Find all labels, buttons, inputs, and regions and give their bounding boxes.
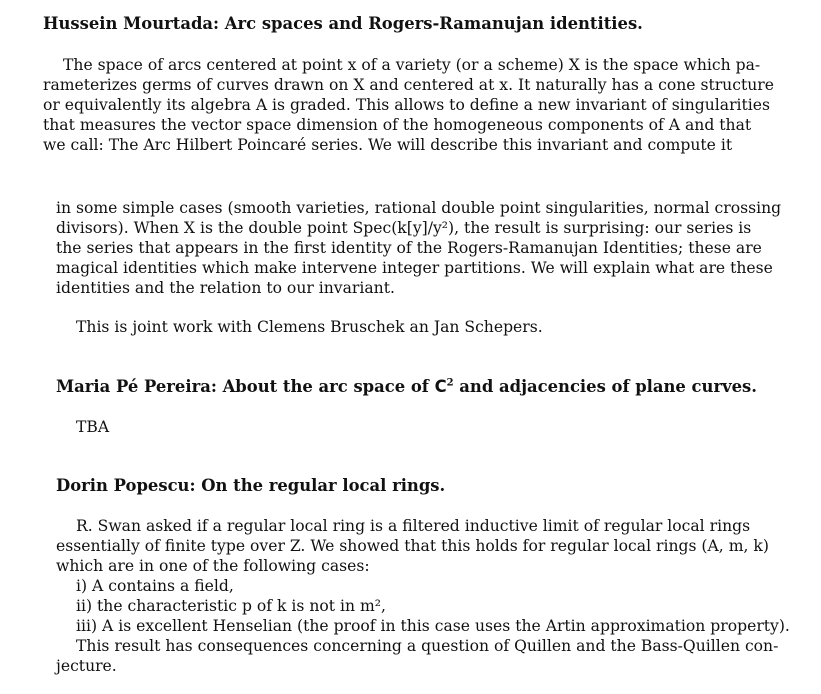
list-item: iii) A is excellent Henselian (the proof in this case uses the Artin approximation property). xyxy=(76,617,790,635)
abstract-line: jecture. xyxy=(56,657,117,675)
abstract-line: that measures the vector space dimension of the homogeneous components of A and that xyxy=(43,116,752,134)
title-text: Maria Pé Pereira: About the arc space of xyxy=(56,377,435,396)
joint-work-note: This is joint work with Clemens Bruschek an Jan Schepers. xyxy=(76,318,543,336)
abstract-line: the series that appears in the first identity of the Rogers-Ramanujan Identities; these are xyxy=(56,239,762,257)
list-item: ii) the characteristic p of k is not in m², xyxy=(76,597,386,615)
abstract-line: magical identities which make intervene integer partitions. We will explain what are these xyxy=(56,259,773,277)
abstract-line: The space of arcs centered at point x of a variety (or a scheme) X is the space which pa- xyxy=(63,56,761,74)
talk-title-popescu: Dorin Popescu: On the regular local rings. xyxy=(56,476,446,495)
abstract-line: in some simple cases (smooth varieties, rational double point singularities, normal crossing xyxy=(56,199,782,217)
abstract-line: This result has consequences concerning a question of Quillen and the Bass-Quillen con- xyxy=(76,637,779,655)
abstract-line: divisors). When X is the double point Spec(k[y]/y²), the result is surprising: our series is xyxy=(56,219,752,237)
abstract-line: rameterizes germs of curves drawn on X and centered at x. It naturally has a cone structure xyxy=(43,76,774,94)
abstract-line: which are in one of the following cases: xyxy=(56,557,370,575)
superscript: 2 xyxy=(446,377,454,389)
abstract-line: or equivalently its algebra A is graded. This allows to define a new invariant of singularities xyxy=(43,96,770,114)
talk-title-pe-pereira xyxy=(56,377,757,397)
title-text: and adjacencies of plane curves. xyxy=(453,377,757,396)
abstract-line: identities and the relation to our invariant. xyxy=(56,279,395,297)
talk-title-mourtada: Hussein Mourtada: Arc spaces and Rogers-Ramanujan identities. xyxy=(43,14,643,33)
abstract-line: essentially of finite type over Z. We showed that this holds for regular local rings (A, m, k) xyxy=(56,537,769,555)
abstract-mourtada-part1 xyxy=(43,55,774,155)
abstract-mourtada-part2 xyxy=(56,198,782,298)
abstract-pe-pereira: TBA xyxy=(76,418,110,436)
abstract-popescu xyxy=(56,516,790,676)
list-item: i) A contains a field, xyxy=(76,577,234,595)
abstract-line: R. Swan asked if a regular local ring is a filtered inductive limit of regular local rings xyxy=(76,517,751,535)
complex-numbers-symbol: C xyxy=(434,377,447,396)
abstract-line: we call: The Arc Hilbert Poincaré series. We will describe this invariant and compute it xyxy=(43,136,733,154)
